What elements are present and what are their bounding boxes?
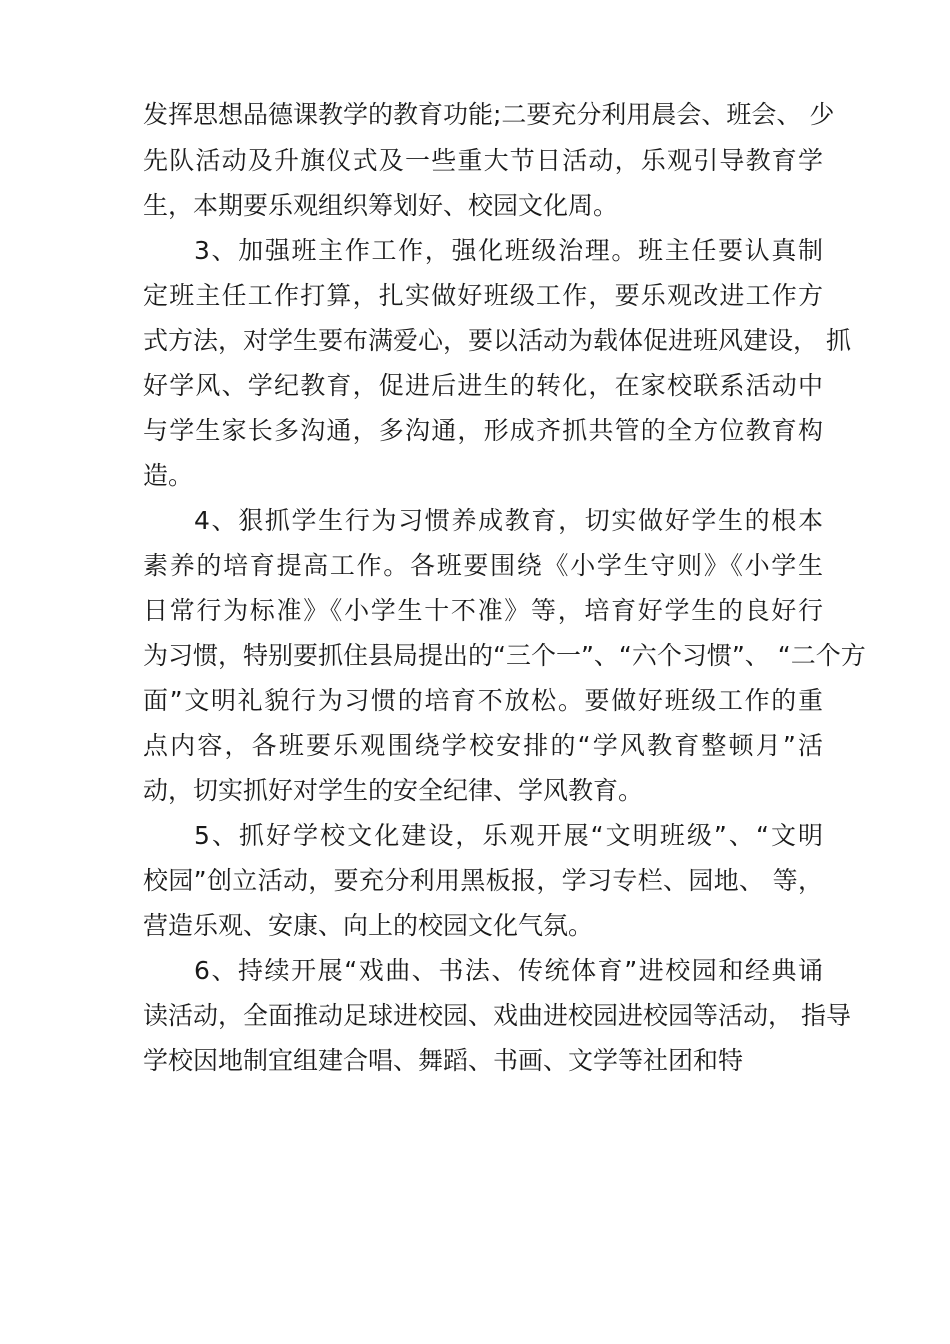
- text-line: 营造乐观、安康、向上的校园文化气氛。: [143, 911, 594, 940]
- paragraph-6-start: 6、持续开展“戏曲、书法、传统体育”进校园和经典诵: [194, 956, 823, 985]
- text-line: 读活动，全面推动足球进校园、戏曲进校园进校园等活动， 指导: [143, 1001, 851, 1030]
- paragraph-5-start: 5、抓好学校文化建设，乐观开展“文明班级”、“文明: [194, 821, 823, 850]
- text-line: 与学生家长多沟通，多沟通，形成齐抓共管的全方位教育构: [143, 416, 823, 445]
- text-line: 造。: [143, 461, 194, 490]
- paragraph-4-start: 4、狠抓学生行为习惯养成教育，切实做好学生的根本: [194, 506, 823, 535]
- text-line: 先队活动及升旗仪式及一些重大节日活动，乐观引导教育学: [143, 146, 823, 175]
- text-line: 素养的培育提高工作。各班要围绕《小学生守则》《小学生: [143, 551, 823, 580]
- text-line: 点内容，各班要乐观围绕学校安排的“学风教育整顿月”活: [143, 731, 823, 760]
- paragraph-3-start: 3、加强班主作工作，强化班级治理。班主任要认真制: [194, 236, 823, 265]
- text-line: 动，切实抓好对学生的安全纪律、学风教育。: [143, 776, 644, 805]
- text-line: 好学风、学纪教育，促进后进生的转化，在家校联系活动中: [143, 371, 823, 400]
- text-line: 校园”创立活动，要充分利用黑板报，学习专栏、园地、 等，: [143, 866, 823, 895]
- text-line: 为习惯，特别要抓住县局提出的“三个一”、“六个习惯”、 “二个方: [143, 641, 866, 670]
- text-line: 发挥思想品德课教学的教育功能;二要充分利用晨会、班会、 少: [143, 100, 835, 129]
- text-line: 面”文明礼貌行为习惯的培育不放松。要做好班级工作的重: [143, 686, 823, 715]
- text-line: 学校因地制宜组建合唱、舞蹈、书画、文学等社团和特: [143, 1046, 744, 1075]
- text-line: 日常行为标准》《小学生十不准》等，培育好学生的良好行: [143, 596, 823, 625]
- text-line: 生，本期要乐观组织筹划好、校园文化周。: [143, 191, 619, 220]
- text-line: 定班主任工作打算，扎实做好班级工作，要乐观改进工作方: [143, 281, 823, 310]
- text-line: 式方法，对学生要布满爱心，要以活动为载体促进班风建设， 抓: [143, 326, 851, 355]
